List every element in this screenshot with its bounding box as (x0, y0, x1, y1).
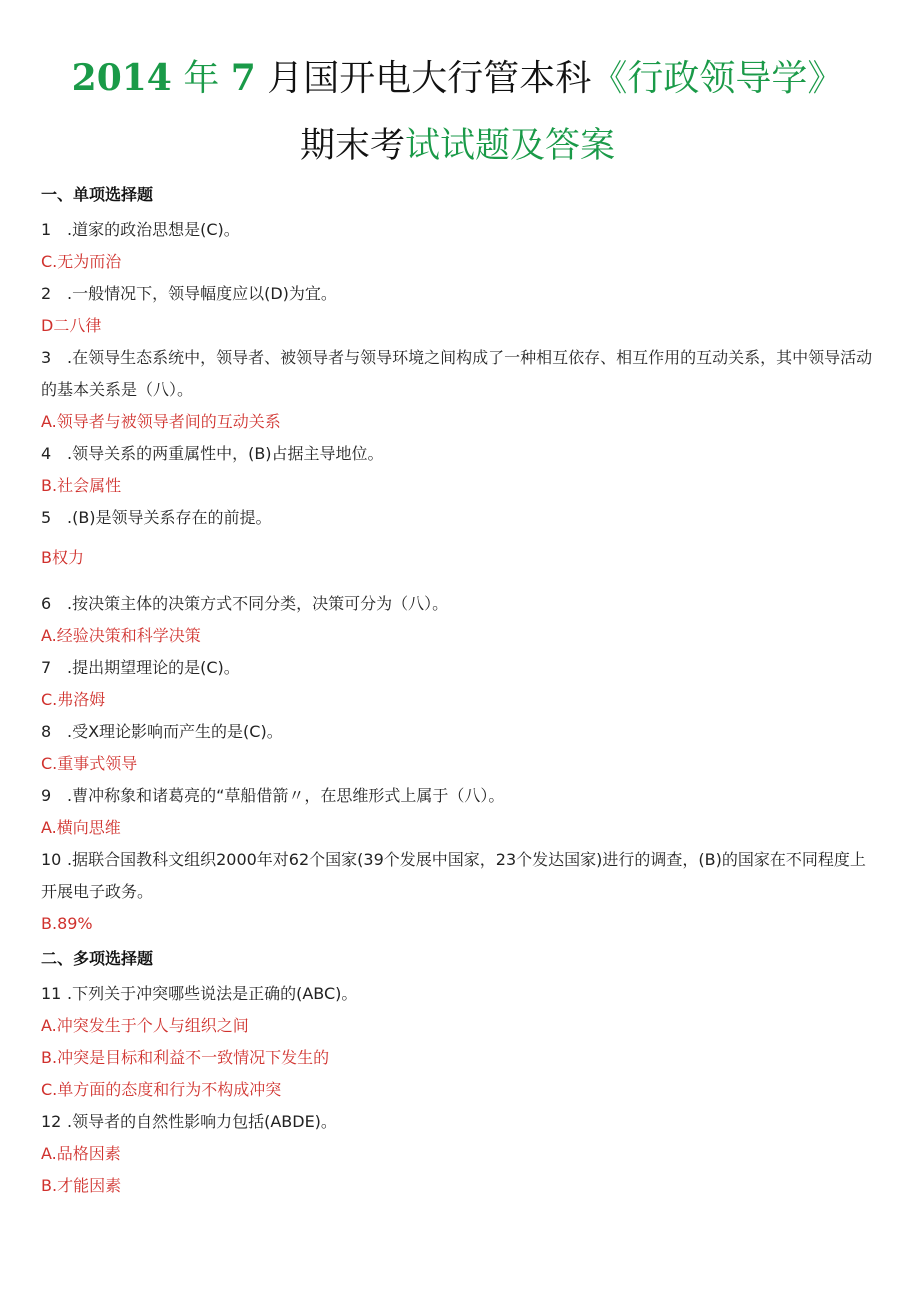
title-year: 2014 (71, 57, 172, 99)
question-text: .一般情况下，领导幅度应以(D)为宜。 (67, 284, 337, 303)
section-heading-multiple-choice: 二、多项选择题 (41, 949, 154, 968)
question-number: 3 (41, 348, 52, 367)
question-number: 7 (41, 658, 52, 677)
answer: B权力 (41, 548, 84, 567)
question-number: 4 (41, 444, 52, 463)
title-rest: 月国开电大行管本科 (267, 58, 592, 99)
answer: C.弗洛姆 (41, 690, 106, 709)
section-heading-single-choice: 一、单项选择题 (41, 185, 154, 204)
question-text: .在领导生态系统中，领导者、被领导者与领导环境之间构成了一种相互依存、相互作用的互动关系，其中领导活动的基本关系是（八）。 (41, 348, 873, 399)
title-month: 7 (230, 57, 256, 99)
question-number: 1 (41, 220, 52, 239)
question-number: 10 (41, 850, 62, 869)
question (41, 780, 874, 812)
question-text: .领导关系的两重属性中，(B)占据主导地位。 (67, 444, 384, 463)
question (41, 342, 874, 406)
question (41, 588, 874, 620)
question (41, 214, 874, 246)
answer: A.品格因素 (41, 1144, 121, 1163)
question-number: 5 (41, 508, 52, 527)
question-text: .下列关于冲突哪些说法是正确的(ABC)。 (67, 984, 358, 1003)
answer: C.重事式领导 (41, 754, 138, 773)
answer: A.横向思维 (41, 818, 121, 837)
question (41, 438, 874, 470)
question-number: 2 (41, 284, 52, 303)
answer: A.冲突发生于个人与组织之间 (41, 1016, 249, 1035)
question-number: 9 (41, 786, 52, 805)
answer: C.单方面的态度和行为不构成冲突 (41, 1080, 282, 1099)
question-text: .领导者的自然性影响力包括(ABDE)。 (67, 1112, 337, 1131)
title-part-black: 期末考 (299, 126, 405, 166)
answer: D二八律 (41, 316, 102, 335)
question (41, 844, 874, 908)
question-number: 8 (41, 722, 52, 741)
question (41, 652, 874, 684)
exam-content (41, 184, 874, 1202)
question-text: .按决策主体的决策方式不同分类，决策可分为（八）。 (67, 594, 449, 613)
question (41, 716, 874, 748)
question-number: 11 (41, 984, 62, 1003)
question (41, 978, 874, 1010)
question-text: .据联合国教科文组织2000年对62个国家(39个发展中国家，23个发达国家)进行的调查，(B)的国家在不同程度上开展电子政务。 (41, 850, 866, 901)
title-nian: 年 (183, 58, 220, 99)
question-text: .(B)是领导关系存在的前提。 (67, 508, 272, 527)
question-text: .受X理论影响而产生的是(C)。 (67, 722, 283, 741)
answer: B.社会属性 (41, 476, 122, 495)
title-part-green: 试试题及答案 (405, 126, 616, 166)
answer: B.冲突是目标和利益不一致情况下发生的 (41, 1048, 330, 1067)
answer: B.89% (41, 914, 93, 933)
title-course: 《行政领导学》 (591, 58, 844, 99)
question-text: .提出期望理论的是(C)。 (67, 658, 240, 677)
answer: A.经验决策和科学决策 (41, 626, 201, 645)
answer: A.领导者与被领导者间的互动关系 (41, 412, 281, 431)
document-title-line-1 (41, 0, 874, 106)
question (41, 502, 874, 534)
question-number: 12 (41, 1112, 62, 1131)
question (41, 278, 874, 310)
question-text: .曹冲称象和诸葛亮的“草船借箭〃，在思维形式上属于（八）。 (67, 786, 505, 805)
question-text: .道家的政治思想是(C)。 (67, 220, 240, 239)
answer: C.无为而治 (41, 252, 122, 271)
document-title-line-2 (41, 106, 874, 176)
question (41, 1106, 874, 1138)
question-number: 6 (41, 594, 52, 613)
answer: B.才能因素 (41, 1176, 122, 1195)
